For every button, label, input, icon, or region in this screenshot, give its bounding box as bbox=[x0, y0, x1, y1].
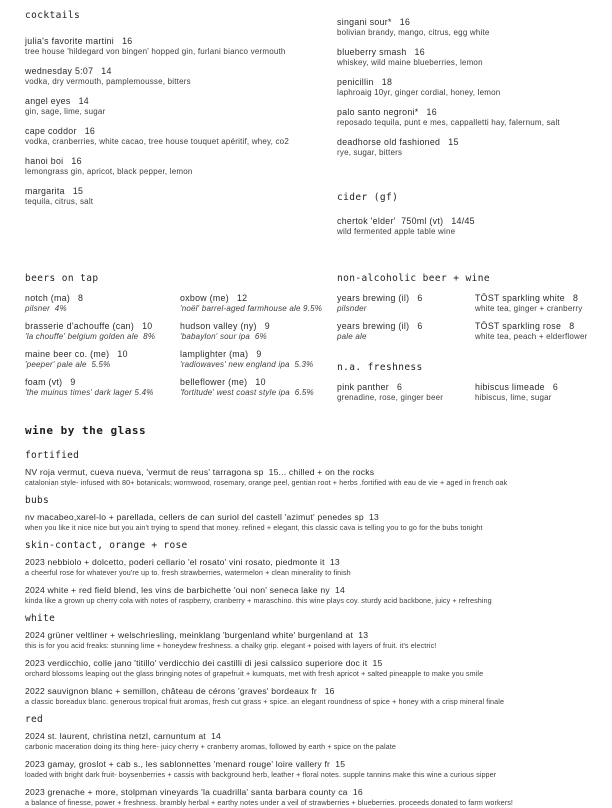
wine-item bbox=[25, 585, 590, 606]
wine-desc: when you like it nice nice but you ain't trying to spend that money. refined + elegant, this classic cava is telling you to go for the bubs tonight bbox=[25, 523, 483, 532]
wine-name: 2023 grenache + more, stolpman vineyards 'la cuadrilla' santa barbara county ca 16 bbox=[25, 787, 363, 797]
cocktail-item bbox=[337, 136, 590, 158]
wine-name: 2024 white + red field blend, les vins de barbichette 'oui non' seneca lake ny 14 bbox=[25, 585, 345, 595]
wine-subsection-label: fortified bbox=[25, 450, 80, 461]
cider-section bbox=[337, 192, 590, 237]
freshness-columns bbox=[337, 382, 590, 410]
section-heading-beers: beers on tap bbox=[25, 273, 99, 284]
beer-item bbox=[180, 349, 337, 370]
item-name: deadhorse old fashioned bbox=[337, 137, 441, 147]
item-price: 14/45 bbox=[451, 216, 475, 226]
cocktails-left-column bbox=[25, 10, 337, 245]
item-price: 18 bbox=[381, 77, 393, 87]
item-desc: 'noël' barrel-aged farmhouse ale 9.5% bbox=[180, 304, 323, 313]
freshness-column-1 bbox=[337, 382, 475, 410]
cocktail-item bbox=[337, 16, 590, 38]
wine-name: 2023 verdicchio, colle jano 'titillo' verdicchio dei castilli di jesi calssico superiore doc it 15 bbox=[25, 658, 383, 668]
item-name-line bbox=[25, 293, 180, 304]
wine-item bbox=[25, 731, 590, 752]
wine-subsection-fortified bbox=[25, 450, 590, 488]
item-name-line bbox=[180, 349, 337, 360]
item-price: 6 bbox=[397, 382, 403, 392]
section-heading-cocktails: cocktails bbox=[25, 10, 81, 21]
item-name: foam (vt) bbox=[25, 377, 63, 387]
item-name: singani sour* bbox=[337, 17, 392, 27]
item-name: cape coddor bbox=[25, 126, 77, 136]
item-desc: grenadine, rose, ginger beer bbox=[337, 393, 444, 402]
item-name-line bbox=[25, 377, 180, 388]
beer-item bbox=[180, 321, 337, 342]
wine-item bbox=[25, 658, 590, 679]
wine-desc: orchard blossoms leaping out the glass bringing notes of grapefruit + kumquats, met with fresh apricot + salted pineapple to make you smile bbox=[25, 669, 484, 678]
item-price: 16 bbox=[414, 47, 425, 57]
item-desc: pilsner 4% bbox=[25, 304, 67, 313]
wine-subsection-label: skin-contact, orange + rose bbox=[25, 540, 188, 551]
item-price: 6 bbox=[417, 321, 423, 331]
beer-item bbox=[25, 349, 180, 370]
item-desc: laphroaig 10yr, ginger cordial, honey, lemon bbox=[337, 88, 501, 97]
item-name: notch (ma) bbox=[25, 293, 71, 303]
item-price: 9 bbox=[264, 321, 270, 331]
freshness-item bbox=[337, 382, 475, 403]
item-price: 6 bbox=[552, 382, 559, 392]
wine-subsection-label: bubs bbox=[25, 495, 50, 506]
item-name: chertok 'elder' 750ml (vt) bbox=[337, 216, 444, 226]
item-price: 16 bbox=[71, 156, 82, 166]
freshness-item bbox=[475, 382, 590, 403]
item-name: TÖST sparkling white bbox=[475, 293, 565, 303]
cocktails-right-column bbox=[337, 10, 590, 245]
na-item bbox=[475, 321, 590, 342]
item-price: 14 bbox=[101, 66, 112, 76]
item-name: palo santo negroni* bbox=[337, 107, 419, 117]
item-name-line bbox=[180, 377, 337, 388]
item-desc: pale ale bbox=[337, 332, 367, 341]
item-name-line bbox=[25, 125, 337, 137]
item-name-line bbox=[337, 46, 590, 58]
item-price: 8 bbox=[569, 321, 575, 331]
wine-subsection-skin-contact bbox=[25, 540, 590, 606]
item-name: hanoi boi bbox=[25, 156, 64, 166]
wine-desc: a classic boreadux blanc. generous tropical fruit aromas, fresh cut grass + spice. an elegant roundness of spice + honey with a crisp mineral finale bbox=[25, 697, 505, 706]
item-price: 10 bbox=[255, 377, 266, 387]
wine-desc: catalonian style- infused with 80+ botanicals; wormwood, rosemary, orange peel, gentian root + herbs .fortified with eau de vie + aged in french oak bbox=[25, 478, 508, 487]
item-price: 8 bbox=[78, 293, 84, 303]
wine-item bbox=[25, 557, 590, 578]
item-price: 16 bbox=[122, 36, 133, 46]
item-name-line bbox=[25, 185, 337, 197]
item-name-line bbox=[337, 293, 475, 304]
item-desc: hibiscus, lime, sugar bbox=[475, 393, 552, 402]
cocktail-item bbox=[25, 185, 337, 207]
item-price: 10 bbox=[117, 349, 128, 359]
wine-desc: carbonic maceration doing its thing here- juicy cherry + cranberry aromas, followed by earth + spice on the palate bbox=[25, 742, 396, 751]
wine-subsection-label: red bbox=[25, 714, 44, 725]
wine-subsection-white bbox=[25, 613, 590, 707]
cocktail-item bbox=[25, 65, 337, 87]
na-column-1 bbox=[337, 293, 475, 349]
item-name-line bbox=[337, 76, 590, 88]
wine-name: NV roja vermut, cueva nueva, 'vermut de reus' tarragona sp 15... chilled + on the rocks bbox=[25, 467, 375, 477]
item-price: 8 bbox=[572, 293, 579, 303]
item-name: penicillin bbox=[337, 77, 374, 87]
item-price: 9 bbox=[256, 349, 262, 359]
cocktail-item bbox=[337, 106, 590, 128]
item-name: brasserie d'achouffe (can) bbox=[25, 321, 135, 331]
na-item bbox=[337, 293, 475, 314]
beers-columns bbox=[25, 293, 337, 405]
beer-item bbox=[25, 321, 180, 342]
item-name: wednesday 5:07 bbox=[25, 66, 94, 76]
item-name-line bbox=[25, 321, 180, 332]
item-name-line bbox=[475, 321, 590, 332]
item-desc: wild fermented apple table wine bbox=[337, 227, 456, 236]
wine-item bbox=[25, 512, 590, 533]
item-name: years brewing (il) bbox=[337, 321, 410, 331]
cocktail-item bbox=[25, 155, 337, 177]
wine-subsection-bubs bbox=[25, 495, 590, 533]
item-name: maine beer co. (me) bbox=[25, 349, 110, 359]
item-name-line bbox=[337, 382, 475, 393]
item-desc: tree house 'hildegard von bingen' hopped gin, furlani bianco vermouth bbox=[25, 47, 286, 56]
item-desc: 'radiowaves' new england ipa 5.3% bbox=[180, 360, 314, 369]
item-name: blueberry smash bbox=[337, 47, 407, 57]
wine-section bbox=[25, 425, 590, 808]
item-desc: tequila, citrus, salt bbox=[25, 197, 94, 206]
item-name: pink panther bbox=[337, 382, 390, 392]
item-desc: bolivian brandy, mango, citrus, egg white bbox=[337, 28, 490, 37]
wine-subsection-red bbox=[25, 714, 590, 808]
beer-item bbox=[25, 377, 180, 398]
item-desc: 'babaylon' sour ipa 6% bbox=[180, 332, 267, 341]
item-name-line bbox=[337, 215, 590, 227]
beer-item bbox=[25, 293, 180, 314]
item-name-line bbox=[337, 136, 590, 148]
item-price: 16 bbox=[426, 107, 437, 117]
item-name-line bbox=[25, 155, 337, 167]
item-name-line bbox=[475, 382, 590, 393]
na-item bbox=[337, 321, 475, 342]
item-desc: white tea, ginger + cranberry bbox=[475, 304, 583, 313]
item-name: lamplighter (ma) bbox=[180, 349, 249, 359]
item-name: julia's favorite martini bbox=[25, 36, 115, 46]
section-heading-na-freshness: n.a. freshness bbox=[337, 362, 423, 373]
item-name-line bbox=[25, 349, 180, 360]
item-desc: 'la chouffe' belgium golden ale 8% bbox=[25, 332, 156, 341]
wine-name: 2022 sauvignon blanc + semillon, château de cérons 'graves' bordeaux fr 16 bbox=[25, 686, 335, 696]
item-price: 16 bbox=[399, 17, 411, 27]
item-price: 15 bbox=[72, 186, 84, 196]
cocktail-item bbox=[337, 76, 590, 98]
wine-item bbox=[25, 787, 590, 808]
wine-item bbox=[25, 759, 590, 780]
item-price: 6 bbox=[417, 293, 423, 303]
section-heading-wine-by-the-glass: wine by the glass bbox=[25, 424, 147, 437]
middle-section bbox=[25, 273, 590, 410]
cocktails-section bbox=[25, 10, 590, 245]
item-name-line bbox=[180, 293, 337, 304]
section-heading-non-alcoholic: non-alcoholic beer + wine bbox=[337, 273, 490, 284]
wine-name: nv macabeo,xarel-lo + parellada, cellers de can suriol del castell 'azimut' penedes sp 13 bbox=[25, 512, 379, 522]
wine-item bbox=[25, 467, 590, 488]
item-desc: 'the muinus times' dark lager 5.4% bbox=[25, 388, 154, 397]
cocktail-item bbox=[337, 46, 590, 68]
item-name-line bbox=[25, 95, 337, 107]
item-name: TÖST sparkling rose bbox=[475, 321, 562, 331]
item-name: hudson valley (ny) bbox=[180, 321, 257, 331]
section-heading-cider: cider (gf) bbox=[337, 192, 399, 203]
beer-item bbox=[180, 377, 337, 398]
item-name: years brewing (il) bbox=[337, 293, 410, 303]
item-name: oxbow (me) bbox=[180, 293, 229, 303]
non-alcoholic-section bbox=[337, 273, 590, 410]
wine-subsection-label: white bbox=[25, 613, 56, 624]
cocktail-item bbox=[25, 125, 337, 147]
wine-desc: a balance of finesse, power + freshness. brambly herbal + earthy notes under a veil of strawberries + blueberries. proceeds donated to farm workers! bbox=[25, 798, 514, 807]
item-name-line bbox=[180, 321, 337, 332]
wine-desc: a cheerful rose for whatever you're up to. fresh strawberries, watermelon + clean minerality to finish bbox=[25, 568, 351, 577]
wine-item bbox=[25, 686, 590, 707]
item-desc: rye, sugar, bitters bbox=[337, 148, 403, 157]
cocktail-item bbox=[25, 35, 337, 57]
item-name-line bbox=[25, 65, 337, 77]
beers-column-2 bbox=[180, 293, 337, 405]
beers-section bbox=[25, 273, 337, 410]
wine-desc: this is for you acid freaks: stunning lime + honeydew freshness. a chalky grip. elegant + poised with layers of fruit. it's electric! bbox=[25, 641, 437, 650]
item-name-line bbox=[337, 106, 590, 118]
item-desc: gin, sage, lime, sugar bbox=[25, 107, 106, 116]
item-desc: pilsnder bbox=[337, 304, 367, 313]
item-desc: vodka, dry vermouth, pamplemousse, bitters bbox=[25, 77, 191, 86]
wine-item bbox=[25, 630, 590, 651]
item-price: 12 bbox=[236, 293, 248, 303]
wine-desc: loaded with bright dark fruit- boysenberries + cassis with background herb, leather + floral notes. supple tannins make this wine a curious sipper bbox=[25, 770, 497, 779]
item-desc: lemongrass gin, apricot, black pepper, lemon bbox=[25, 167, 193, 176]
beer-item bbox=[180, 293, 337, 314]
item-name: margarita bbox=[25, 186, 65, 196]
item-name: belleflower (me) bbox=[180, 377, 248, 387]
item-name: angel eyes bbox=[25, 96, 71, 106]
item-name: hibiscus limeade bbox=[475, 382, 545, 392]
na-column-2 bbox=[475, 293, 590, 349]
item-price: 16 bbox=[84, 126, 96, 136]
item-name-line bbox=[475, 293, 590, 304]
cider-item bbox=[337, 215, 590, 237]
item-desc: white tea, peach + elderflower bbox=[475, 332, 588, 341]
na-columns bbox=[337, 293, 590, 349]
wine-name: 2024 st. laurent, christina netzl, carnuntum at 14 bbox=[25, 731, 222, 741]
item-name-line bbox=[337, 16, 590, 28]
item-price: 10 bbox=[142, 321, 153, 331]
wine-desc: kinda like a grown up cherry cola with notes of raspberry, cranberry + maraschino. this wine plays coy. sturdy acid backbone, juicy + refreshing bbox=[25, 596, 492, 605]
item-price: 14 bbox=[78, 96, 89, 106]
item-desc: vodka, cranberries, white cacao, tree house touquet apéritif, whey, co2 bbox=[25, 137, 289, 146]
wine-name: 2023 nebbiolo + dolcetto, poderi cellario 'el rosato' vini rosato, piedmonte it 13 bbox=[25, 557, 340, 567]
item-name-line bbox=[337, 321, 475, 332]
item-desc: 'fortitude' west coast style ipa 6.5% bbox=[180, 388, 314, 397]
freshness-column-2 bbox=[475, 382, 590, 410]
wine-name: 2023 gamay, groslot + cab s., les sablonnettes 'menard rouge' loire vallery fr 15 bbox=[25, 759, 346, 769]
item-price: 9 bbox=[70, 377, 76, 387]
cocktail-item bbox=[25, 95, 337, 117]
item-desc: 'peeper' pale ale 5.5% bbox=[25, 360, 111, 369]
item-desc: whiskey, wild maine blueberries, lemon bbox=[337, 58, 483, 67]
item-price: 15 bbox=[448, 137, 459, 147]
na-item bbox=[475, 293, 590, 314]
item-name-line bbox=[25, 35, 337, 47]
beers-column-1 bbox=[25, 293, 180, 405]
wine-name: 2024 grüner veltliner + welschriesling, meinklang 'burgenland white' burgenland at 13 bbox=[25, 630, 369, 640]
item-desc: reposado tequila, punt e mes, cappalletti hay, falernum, salt bbox=[337, 118, 560, 127]
